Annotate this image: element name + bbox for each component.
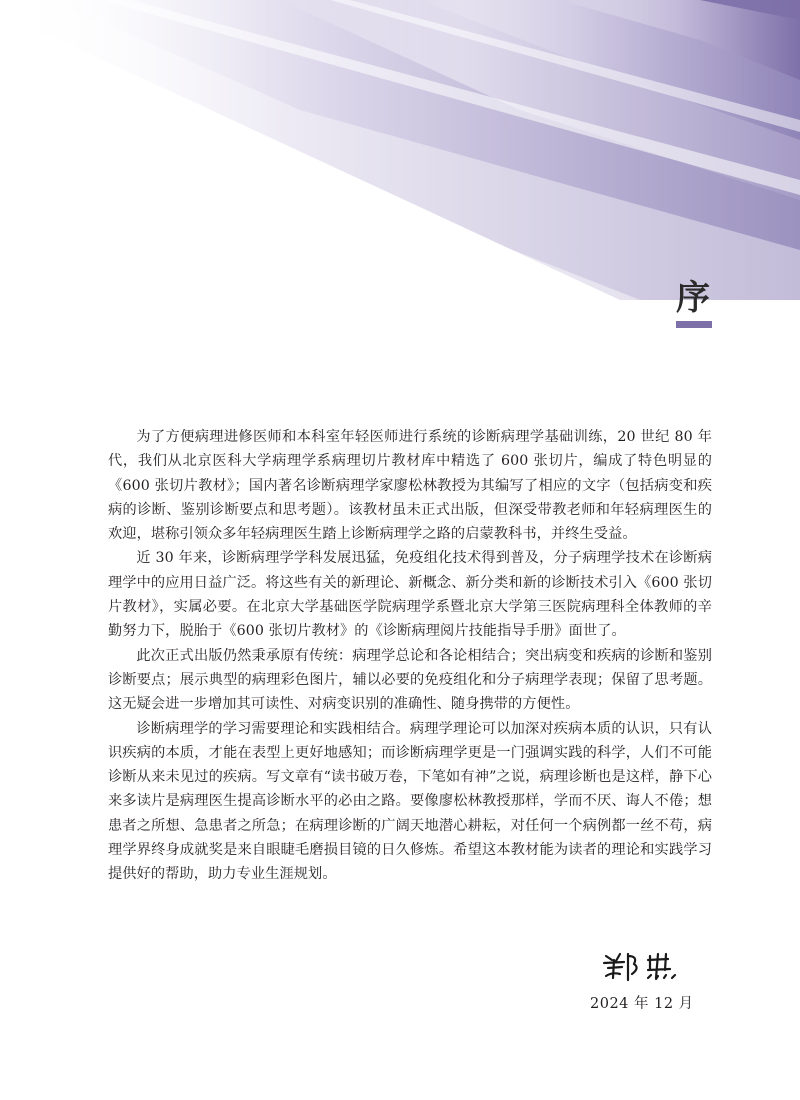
paragraph-2: 近 30 年来，诊断病理学学科发展迅猛，免疫组化技术得到普及，分子病理学技术在诊断病理学中的应用日益广泛。将这些有关的新理论、新概念、新分类和新的诊断技术引入《600 张切片教材》，实属必要。在北京大学基础医学院病理学系暨北京大学第三医院病理科全体教师的辛勤努力下，脱胎于《600 张切片教材》的《诊断病理阅片技能指导手册》面世了。 <box>108 550 712 640</box>
paragraph-1: 为了方便病理进修医师和本科室年轻医师进行系统的诊断病理学基础训练，20 世纪 80 年代，我们从北京医科大学病理学系病理切片教材库中精选了 600 张切片，编成了特色明显的《600 张切片教材》；国内著名诊断病理学家廖松林教授为其编写了相应的文字（包括病变和疾病的诊断、鉴别诊断要点和思考题）。该教材虽未正式出版，但深受带教老师和年轻病理医生的欢迎，堪称引领众多年轻病理医生踏上诊断病理学之路的启蒙教科书，并终生受益。 <box>108 429 712 543</box>
paragraph-3: 此次正式出版仍然秉承原有传统：病理学总论和各论相结合；突出病变和疾病的诊断和鉴别诊断要点；展示典型的病理彩色图片，辅以必要的免疫组化和分子病理学表现；保留了思考题。这无疑会进一步增加其可读性、对病变识别的准确性、随身携带的方便性。 <box>108 647 712 713</box>
decorative-banner <box>0 0 800 300</box>
handwritten-signature <box>598 948 688 984</box>
paragraph-4: 诊断病理学的学习需要理论和实践相结合。病理学理论可以加深对疾病本质的认识，只有认识疾病的本质，才能在表型上更好地感知；而诊断病理学更是一门强调实践的科学，人们不可能诊断从来未见过的疾病。写文章有“读书破万卷，下笔如有神”之说，病理诊断也是这样，静下心来多读片是病理医生提高诊断水平的必由之路。要像廖松林教授那样，学而不厌、诲人不倦；想患者之所想、急患者之所急；在病理诊断的广阔天地潜心耕耘，对任何一个病例都一丝不苟，病理学界终身成就奖是来自眼睫毛磨损目镜的日久修炼。希望这本教材能为读者的理论和实践学习提供好的帮助，助力专业生涯规划。 <box>108 720 712 883</box>
page-title: 序 <box>676 278 712 318</box>
title-accent-bar <box>676 321 712 328</box>
preface-body <box>108 425 712 887</box>
date: 2024 年 12 月 <box>590 996 694 1012</box>
